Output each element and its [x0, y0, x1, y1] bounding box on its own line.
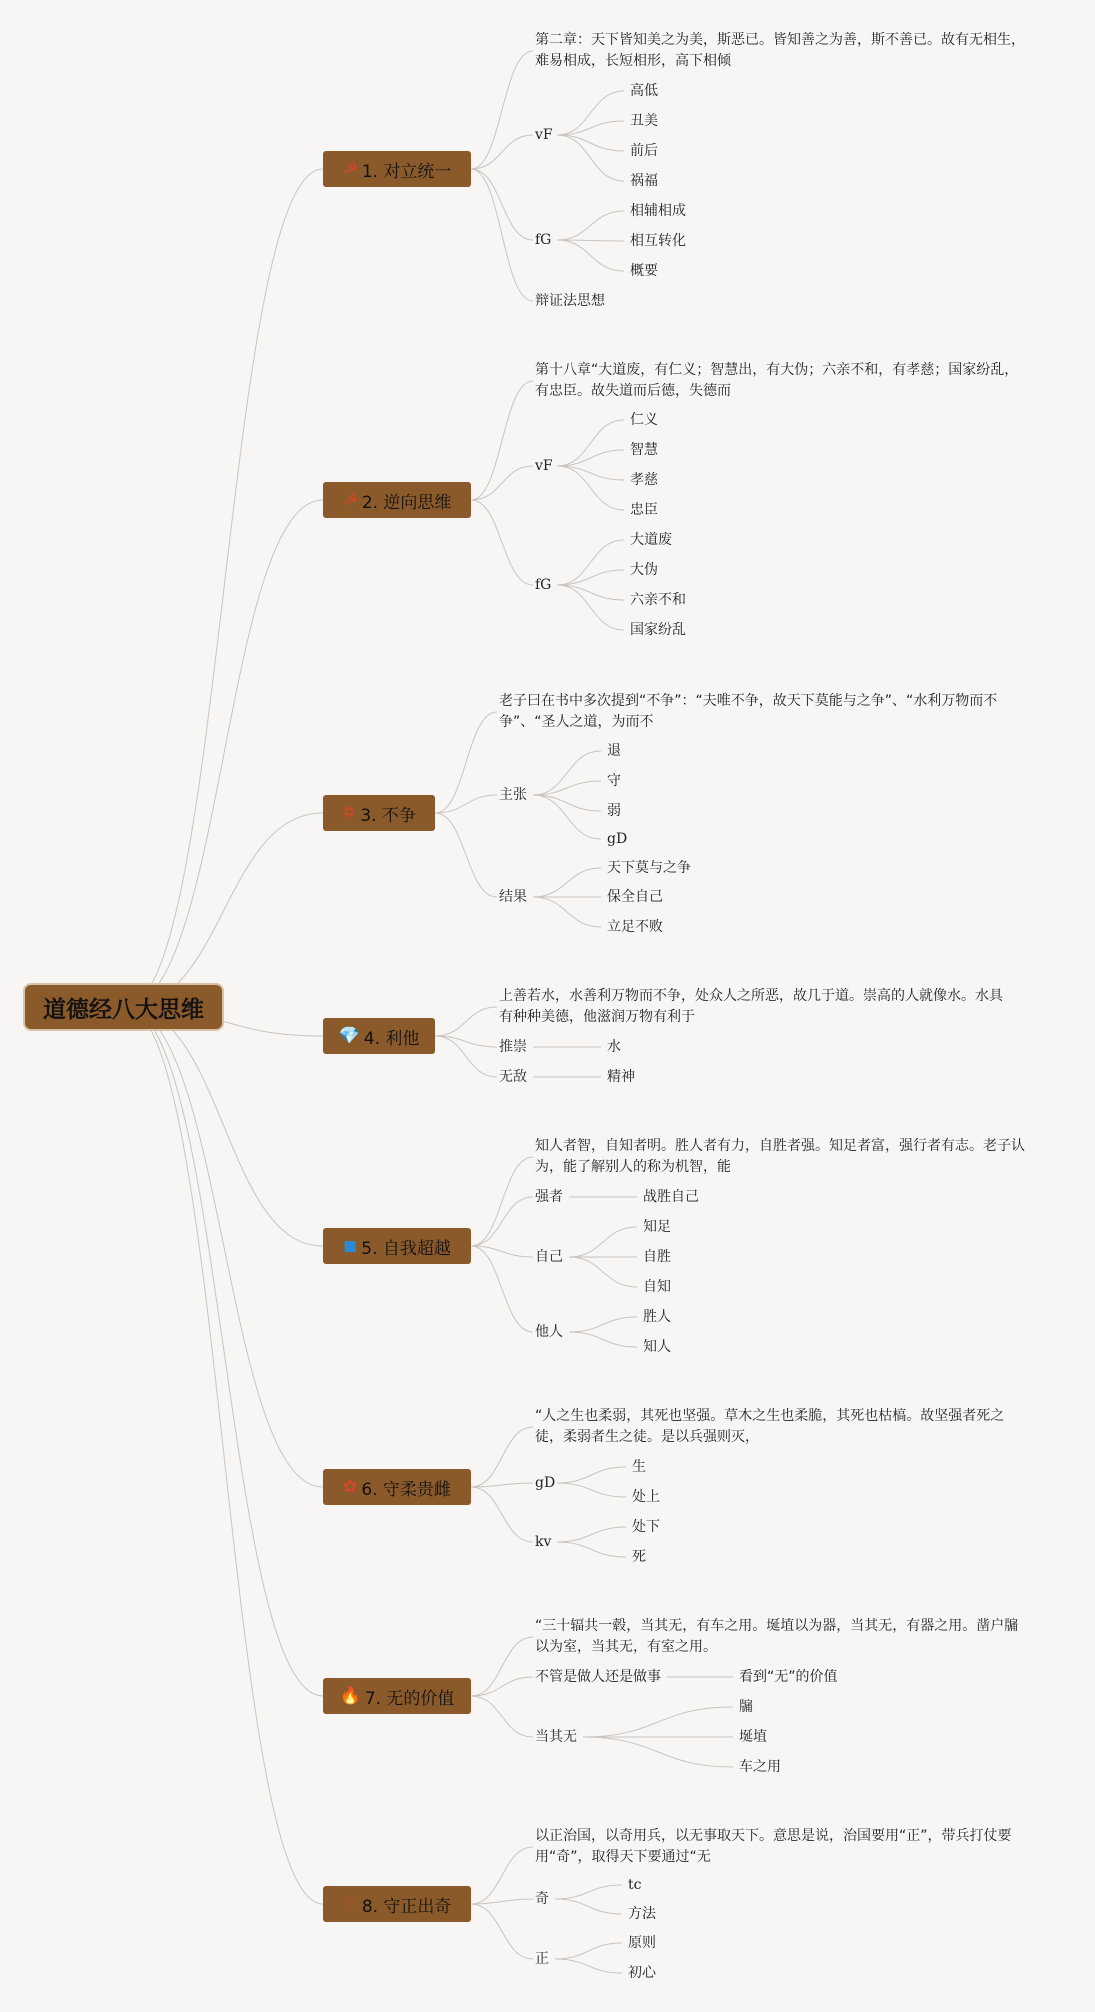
connector-line [555, 1959, 622, 1973]
leaf-node[interactable]: 大伪 [630, 562, 658, 578]
connector-line [125, 1007, 323, 1246]
leaf-node[interactable]: 祸福 [630, 173, 658, 189]
leaf-node[interactable]: 生 [632, 1459, 646, 1475]
sub-node[interactable]: vF [535, 458, 553, 474]
connector-line [557, 121, 624, 135]
connector-line [125, 169, 323, 1007]
sub-node[interactable]: fG [535, 577, 552, 593]
connector-line [557, 1527, 626, 1542]
connector-line [125, 1007, 323, 1696]
connector-line [471, 466, 533, 500]
leaf-node[interactable]: 知人 [643, 1339, 671, 1355]
leaf-node[interactable]: 死 [632, 1549, 646, 1565]
sub-node[interactable]: 无敌 [499, 1069, 527, 1085]
connector-line [557, 135, 624, 181]
connector-line [557, 450, 624, 466]
connector-line [557, 466, 624, 480]
branch-description: 第十八章“大道废，有仁义；智慧出，有大伪；六亲不和，有孝慈；国家纷乱，有忠臣。故失道而后德，失德而 [535, 362, 1019, 399]
connector-line [557, 570, 624, 585]
connector-line [557, 135, 624, 151]
leaf-node[interactable]: 守 [607, 773, 621, 789]
connector-line [533, 795, 601, 839]
leaf-node[interactable]: 知足 [643, 1219, 671, 1235]
connector-line [555, 1943, 622, 1959]
connector-line [557, 240, 624, 271]
connector-line [569, 1332, 637, 1347]
sub-node[interactable]: 推崇 [499, 1039, 527, 1055]
sub-node[interactable]: 正 [535, 1951, 549, 1967]
connector-line [569, 1317, 637, 1332]
sub-node[interactable]: gD [535, 1475, 556, 1491]
branch-node[interactable] [323, 482, 471, 518]
leaf-node[interactable]: 国家纷乱 [630, 622, 686, 638]
connector-line [125, 500, 323, 1007]
branch-node[interactable] [323, 1886, 471, 1922]
branch-node[interactable] [323, 1228, 471, 1264]
branch-description: 老子曰在书中多次提到“不争”：“夫唯不争，故天下莫能与之争”、“水利万物而不争”、“圣人之道，为而不 [499, 693, 998, 730]
connector-line [533, 781, 601, 795]
leaf-node[interactable]: 埏埴 [739, 1729, 767, 1745]
sub-node[interactable]: 强者 [535, 1189, 563, 1205]
connector-line [557, 585, 624, 630]
flame-icon: 🔥 [339, 1685, 361, 1706]
leaf-node[interactable]: tc [628, 1877, 642, 1893]
leaf-node[interactable]: 丑美 [630, 113, 658, 129]
connector-line [471, 1904, 533, 1959]
leaf-node[interactable]: 车之用 [739, 1759, 781, 1775]
connector-line [435, 795, 497, 813]
connector-line [471, 1427, 533, 1487]
connector-line [555, 1885, 622, 1899]
connector-line [471, 1677, 533, 1696]
leaf-node[interactable]: 孝慈 [630, 472, 658, 488]
blue-flag-icon: ◼ [343, 1235, 358, 1256]
connector-line [569, 1257, 637, 1287]
sub-node[interactable]: 奇 [535, 1891, 549, 1907]
sub-node[interactable]: vF [535, 127, 553, 143]
leaf-node[interactable]: 处上 [632, 1489, 660, 1505]
leaf-node[interactable]: 相互转化 [630, 233, 686, 249]
connector-line [435, 712, 497, 813]
leaf-node[interactable]: 初心 [628, 1965, 656, 1981]
branch-label: 7. 无的价值 [364, 1688, 455, 1709]
leaf-node[interactable]: 相辅相成 [630, 203, 686, 219]
leaf-node[interactable]: 战胜自己 [643, 1189, 699, 1205]
connector-line [471, 1157, 533, 1246]
connector-line [555, 1899, 622, 1914]
connector-line [583, 1737, 733, 1767]
branch-node[interactable] [323, 151, 471, 187]
branch-label: 6. 守柔贵雌 [361, 1479, 451, 1500]
connector-line [557, 1542, 626, 1557]
connector-line [557, 420, 624, 466]
connector-line [557, 540, 624, 585]
connector-line [471, 1197, 533, 1246]
connector-line [125, 1007, 323, 1487]
sub-node[interactable]: 辩证法思想 [535, 293, 605, 309]
hammer-sickle-icon: ☭ [342, 158, 358, 179]
connector-line [435, 813, 497, 897]
leaf-node[interactable]: gD [607, 831, 628, 847]
connector-line [471, 1246, 533, 1257]
leaf-node[interactable]: 高低 [630, 83, 658, 99]
sub-node[interactable]: kv [535, 1534, 552, 1550]
branch-node[interactable] [323, 1018, 435, 1054]
leaf-node[interactable]: 方法 [628, 1906, 656, 1922]
sub-node[interactable]: 结果 [499, 889, 527, 905]
connector-line [435, 1007, 497, 1036]
leaf-node[interactable]: 智慧 [630, 442, 658, 458]
connector-line [471, 169, 533, 240]
branch-label: 5. 自我超越 [361, 1238, 451, 1259]
flower-icon: ✿ [343, 1476, 358, 1497]
leaf-node[interactable]: 水 [607, 1039, 621, 1055]
leaf-node[interactable]: 六亲不和 [630, 592, 686, 608]
leaf-node[interactable]: 精神 [607, 1069, 635, 1085]
connector-line [569, 1227, 637, 1257]
leaf-node[interactable]: 弱 [607, 803, 621, 819]
sub-node[interactable]: 不管是做人还是做事 [535, 1669, 661, 1685]
leaf-node[interactable]: 前后 [630, 143, 658, 159]
branch-description: “人之生也柔弱，其死也坚强。草木之生也柔脆，其死也枯槁。故坚强者死之徒，柔弱者生之徒。是以兵强则灭， [535, 1408, 1005, 1445]
connector-line [471, 1487, 533, 1542]
root-label: 道德经八大思维 [43, 996, 204, 1023]
branch-label: 3. 不争 [360, 805, 416, 826]
branch-label: 2. 逆向思维 [361, 492, 452, 513]
connector-line [583, 1707, 733, 1737]
connector-line [471, 1637, 533, 1696]
connector-line [471, 381, 533, 500]
branch-description: 上善若水，水善利万物而不争，处众人之所恶，故几于道。崇高的人就像水。水具有种种美德，他滋润万物有利于 [499, 988, 1003, 1025]
leaf-node[interactable]: 退 [607, 743, 621, 759]
connector-line [557, 1467, 626, 1483]
branch-label: 8. 守正出奇 [361, 1896, 452, 1917]
connector-line [471, 169, 533, 301]
connector-line [471, 1246, 533, 1332]
hammer-sickle-icon: ☭ [342, 489, 358, 510]
leaf-node[interactable]: 概要 [630, 263, 658, 279]
leaf-node[interactable]: 忠臣 [630, 502, 658, 518]
leaf-node[interactable]: 自知 [643, 1279, 671, 1295]
leaf-node[interactable]: 胜人 [643, 1309, 671, 1325]
branch-description: “三十辐共一毂，当其无，有车之用。埏埴以为器，当其无，有器之用。凿户牖以为室，当其无，有室之用。 [535, 1618, 1019, 1655]
leaf-node[interactable]: 立足不败 [607, 919, 663, 935]
star-of-david-icon: ✡ [342, 802, 357, 823]
leaf-node[interactable]: 看到“无”的价值 [739, 1669, 838, 1685]
branch-label: 4. 利他 [363, 1028, 420, 1049]
branch-node[interactable] [323, 1678, 471, 1714]
heart-icon: ♡ [342, 1893, 358, 1914]
connector-line [533, 897, 601, 927]
leaf-node[interactable]: 原则 [628, 1935, 656, 1951]
leaf-node[interactable]: 仁义 [630, 412, 658, 428]
sub-node[interactable]: fG [535, 232, 552, 248]
leaf-node[interactable]: 保全自己 [607, 889, 663, 905]
connector-line [471, 500, 533, 585]
branch-node[interactable] [323, 1469, 471, 1505]
branch-description: 第二章：天下皆知美之为美，斯恶已。皆知善之为善，斯不善已。故有无相生，难易相成，长短相形，高下相倾 [535, 32, 1025, 69]
sub-node[interactable]: 当其无 [535, 1729, 577, 1745]
leaf-node[interactable]: 大道废 [630, 532, 672, 548]
gem-icon: 💎 [338, 1025, 360, 1046]
root-node[interactable] [25, 985, 222, 1029]
leaf-node[interactable]: 处下 [632, 1519, 660, 1535]
connector-line [533, 868, 601, 897]
connector-line [471, 1696, 533, 1737]
sub-node[interactable]: 主张 [499, 787, 527, 803]
leaf-node[interactable]: 自胜 [643, 1249, 671, 1265]
branch-description: 知人者智，自知者明。胜人者有力，自胜者强。知足者富，强行者有志。老子认为，能了解别人的称为机智，能 [535, 1138, 1025, 1175]
connector-line [533, 795, 601, 811]
connector-line [435, 1036, 497, 1077]
connector-line [557, 211, 624, 240]
connector-line [471, 1847, 533, 1904]
branch-description: 以正治国，以奇用兵，以无事取天下。意思是说，治国要用“正”，带兵打仗要用“奇”，取得天下要通过“无 [535, 1828, 1012, 1865]
connector-line [125, 1007, 323, 1904]
sub-node[interactable]: 他人 [535, 1324, 563, 1340]
connector-line [557, 585, 624, 600]
branch-label: 1. 对立统一 [361, 161, 452, 182]
leaf-node[interactable]: 牖 [739, 1699, 753, 1715]
connector-line [557, 1483, 626, 1497]
connector-line [471, 135, 533, 169]
leaf-node[interactable]: 天下莫与之争 [607, 860, 691, 876]
branch-node[interactable] [323, 795, 435, 831]
sub-node[interactable]: 自己 [535, 1249, 563, 1265]
